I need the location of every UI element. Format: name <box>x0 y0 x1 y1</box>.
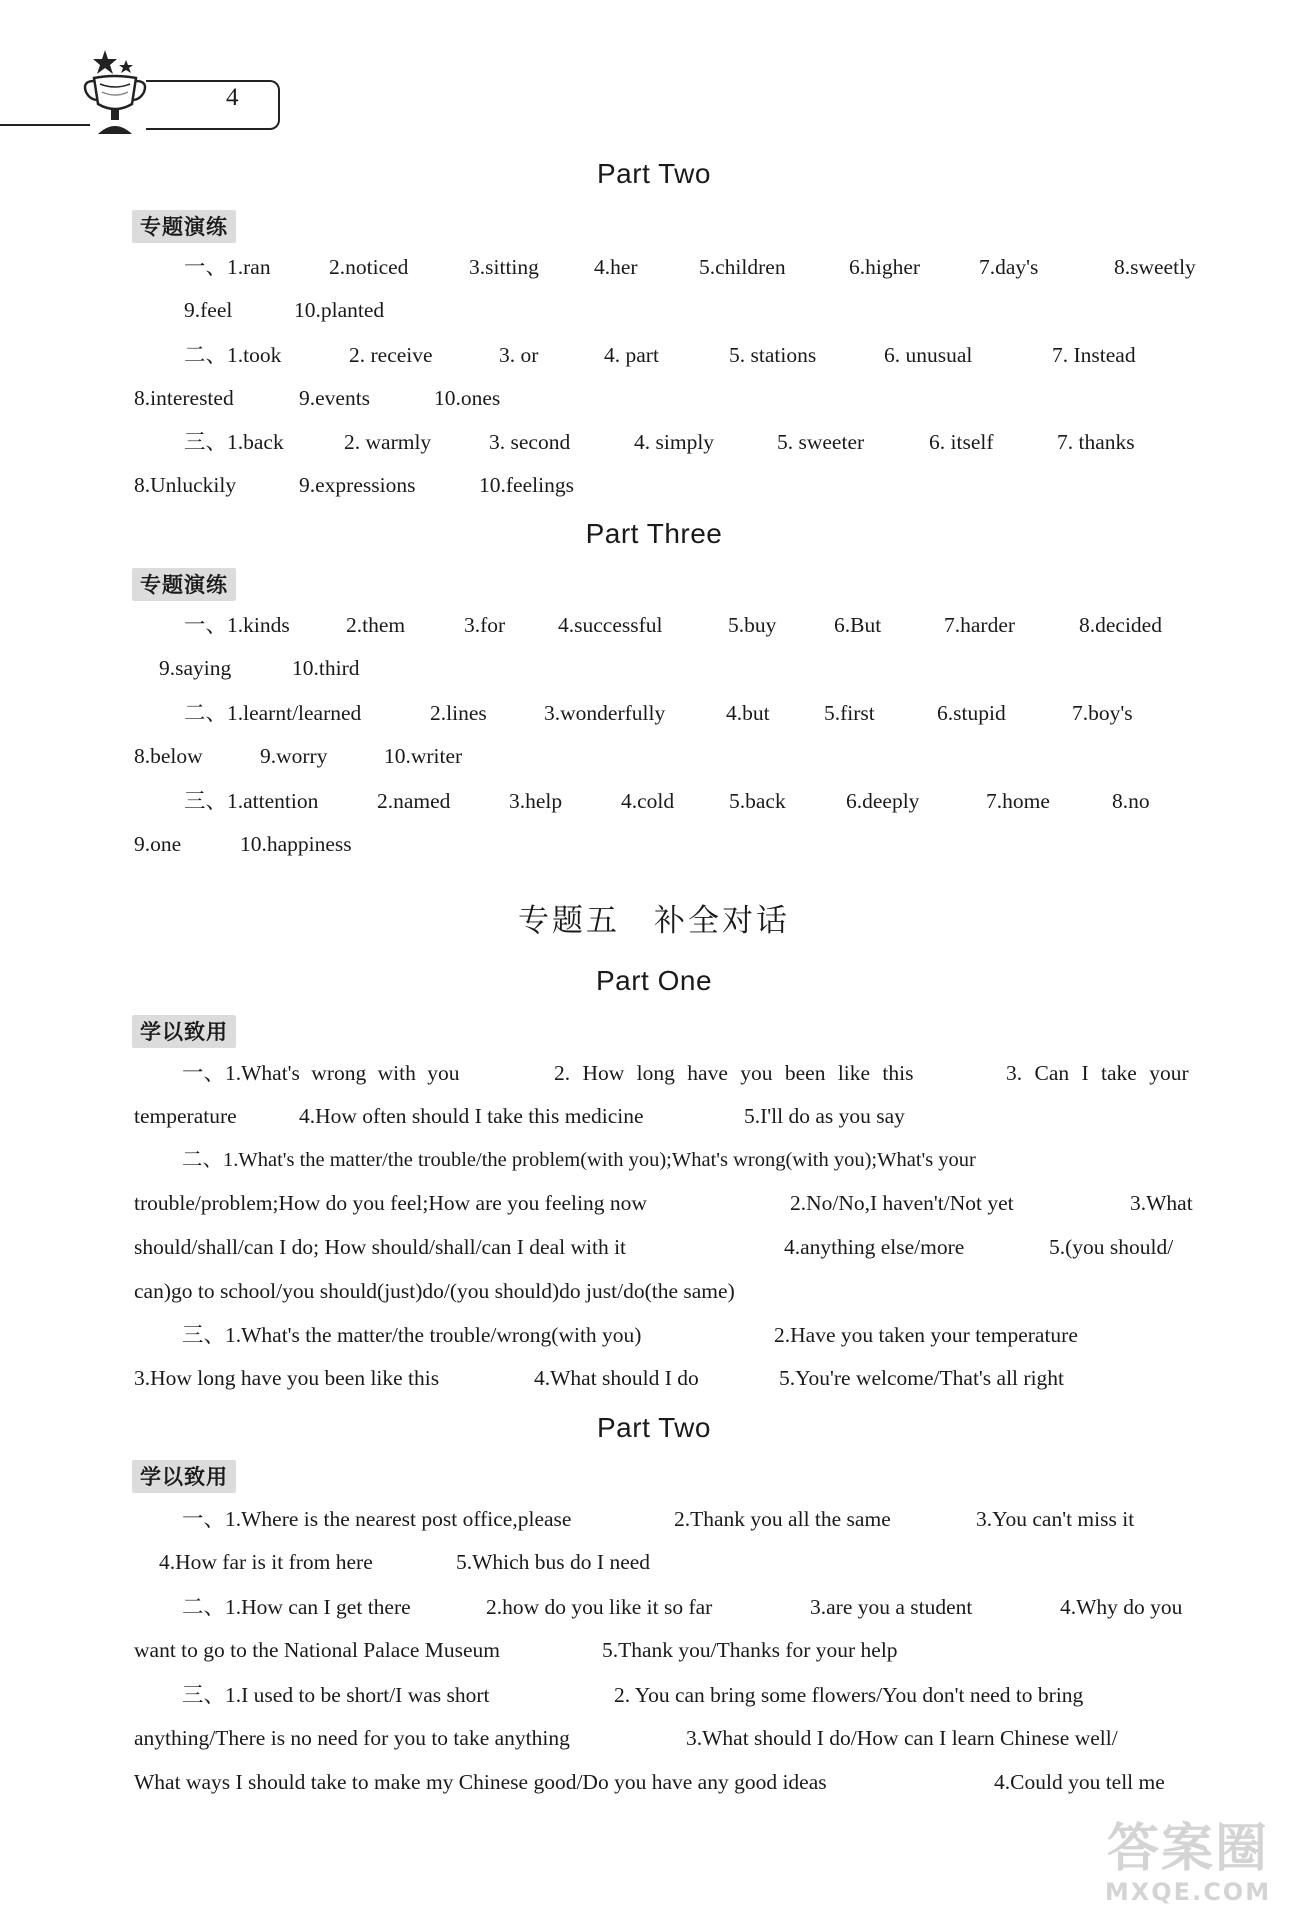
answer-item: anything/There is no need for you to take anything <box>134 1726 570 1750</box>
topic-title: 补全对话 <box>654 903 790 939</box>
answer-item: 5.Thank you/Thanks for your help <box>602 1638 898 1662</box>
answer-item: 6.But <box>834 613 882 637</box>
answer-item: 4.anything else/more <box>784 1235 965 1259</box>
answer-item: 8.sweetly <box>1114 255 1196 279</box>
answer-item: 9.one <box>134 832 182 856</box>
answer-item: 10.ones <box>434 386 501 410</box>
answer-item: 二、1.How can I get there <box>182 1595 411 1619</box>
part-two-heading: Part Two <box>597 1412 711 1443</box>
answer-item: 三、1.attention <box>184 789 319 813</box>
answer-item: 4.What should I do <box>534 1366 699 1390</box>
answer-item: 4. part <box>604 343 659 367</box>
answer-item: 3.help <box>509 789 563 813</box>
answer-item: 3.are you a student <box>810 1595 973 1619</box>
topic-five-heading <box>0 895 1308 940</box>
answer-item: 2. How long have you been like this <box>554 1061 914 1085</box>
answer-item: 10.planted <box>294 298 385 322</box>
answer-item: 4. simply <box>634 430 715 454</box>
answer-item: 二、1.What's the matter/the trouble/the problem(with you);What's wrong(with you);What's your <box>182 1149 976 1171</box>
answer-item: 3. or <box>499 343 539 367</box>
answer-item: 6.higher <box>849 255 921 279</box>
answer-item: 4.Why do you <box>1060 1595 1183 1619</box>
answer-item: 3.How long have you been like this <box>134 1366 440 1390</box>
answer-item: 2. receive <box>349 343 433 367</box>
answer-item: 4.Could you tell me <box>994 1770 1165 1794</box>
answer-item: should/shall/can I do; How should/shall/can I deal with it <box>134 1235 627 1259</box>
answer-item: 2.Thank you all the same <box>674 1507 891 1531</box>
page-number-box <box>146 80 280 130</box>
answer-item: 6.deeply <box>846 789 920 813</box>
answer-item: 5.(you should/ <box>1049 1235 1174 1259</box>
answer-item: 8.Unluckily <box>134 473 237 497</box>
application-label: 学以致用 <box>132 1460 236 1493</box>
answer-item: 9.feel <box>184 298 233 322</box>
answer-item: 二、1.learnt/learned <box>184 701 362 725</box>
answer-item: 2.named <box>377 789 451 813</box>
answer-item: 2.No/No,I haven't/Not yet <box>790 1191 1014 1215</box>
answer-item: can)go to school/you should(just)do/(you should)do just/do(the same) <box>134 1279 735 1303</box>
practice-label: 专题演练 <box>132 568 236 601</box>
answer-item: 3.What should I do/How can I learn Chinese well/ <box>686 1726 1118 1750</box>
answer-item: 9.expressions <box>299 473 416 497</box>
answer-item: 4.cold <box>621 789 675 813</box>
answer-item: 5.first <box>824 701 875 725</box>
answer-item: trouble/problem;How do you feel;How are you feeling now <box>134 1191 647 1215</box>
application-label: 学以致用 <box>132 1015 236 1048</box>
answer-item: 6.stupid <box>937 701 1006 725</box>
answer-item: 3.for <box>464 613 506 637</box>
answer-item: 一、1.kinds <box>184 613 290 637</box>
answer-item: 三、1.back <box>184 430 284 454</box>
answer-item: 9.saying <box>159 656 232 680</box>
answer-item: 二、1.took <box>184 343 282 367</box>
answer-item: 5.You're welcome/That's all right <box>779 1366 1065 1390</box>
answer-item: 5. sweeter <box>777 430 865 454</box>
answer-item: 2.Have you taken your temperature <box>774 1323 1078 1347</box>
answer-item: 7.home <box>986 789 1050 813</box>
answer-item: 8.no <box>1112 789 1150 813</box>
answer-item: 3.sitting <box>469 255 539 279</box>
site-watermark <box>1088 1820 1288 1910</box>
answer-item: 8.below <box>134 744 203 768</box>
answer-item: 7.boy's <box>1072 701 1133 725</box>
answer-item: 8.interested <box>134 386 234 410</box>
part-two-heading: Part Two <box>597 158 711 189</box>
answer-item: 2.noticed <box>329 255 409 279</box>
watermark-url: MXQE.COM <box>1104 1878 1272 1906</box>
answer-item: 三、1.I used to be short/I was short <box>182 1683 490 1707</box>
answer-item: 2. warmly <box>344 430 432 454</box>
answer-item: 7.harder <box>944 613 1016 637</box>
answer-item: 9.worry <box>260 744 328 768</box>
answer-item: 5.buy <box>728 613 777 637</box>
part-three-heading: Part Three <box>585 518 723 549</box>
answer-item: 3.You can't miss it <box>976 1507 1135 1531</box>
answer-item: 10.feelings <box>479 473 574 497</box>
practice-label: 专题演练 <box>132 210 236 243</box>
answer-item: 6. unusual <box>884 343 973 367</box>
trophy-icon <box>80 48 150 138</box>
answer-item: 10.third <box>292 656 360 680</box>
answer-item: 9.events <box>299 386 371 410</box>
answer-item: 10.happiness <box>240 832 352 856</box>
answer-item: 2.them <box>346 613 406 637</box>
answer-item: 3.What <box>1130 1191 1193 1215</box>
answer-item: 2. You can bring some flowers/You don't need to bring <box>614 1683 1084 1707</box>
header-rule <box>0 124 90 126</box>
page-number: 4 <box>226 84 239 111</box>
answer-item: 4.her <box>594 255 638 279</box>
answer-item: 4.successful <box>558 613 663 637</box>
answer-item: 5.I'll do as you say <box>744 1104 905 1128</box>
answer-item: 4.How often should I take this medicine <box>299 1104 644 1128</box>
answer-item: want to go to the National Palace Museum <box>134 1638 501 1662</box>
page-header <box>0 40 300 140</box>
answer-item: 2.lines <box>430 701 487 725</box>
answer-item: 5.Which bus do I need <box>456 1550 651 1574</box>
answer-item: 4.How far is it from here <box>159 1550 373 1574</box>
answer-item: 6. itself <box>929 430 994 454</box>
answer-item: 4.but <box>726 701 770 725</box>
answer-item: 7. thanks <box>1057 430 1135 454</box>
answer-item: 5.back <box>729 789 786 813</box>
answer-item: What ways I should take to make my Chinese good/Do you have any good ideas <box>134 1770 827 1794</box>
answer-item: 5. stations <box>729 343 817 367</box>
answer-item: 3. Can I take your <box>1006 1061 1189 1085</box>
answer-item: 一、1.What's wrong with you <box>182 1061 460 1085</box>
answer-item: 5.children <box>699 255 786 279</box>
answer-item: 10.writer <box>384 744 463 768</box>
part-one-heading: Part One <box>595 965 713 996</box>
answer-item: 2.how do you like it so far <box>486 1595 713 1619</box>
answer-item: temperature <box>134 1104 237 1128</box>
topic-number: 专题五 <box>518 903 620 939</box>
watermark-logo-text: 答案圈 <box>1106 1819 1269 1879</box>
answer-item: 三、1.What's the matter/the trouble/wrong(with you) <box>182 1323 642 1347</box>
answer-item: 8.decided <box>1079 613 1162 637</box>
answer-item: 7.day's <box>979 255 1039 279</box>
answer-item: 3.wonderfully <box>544 701 666 725</box>
answer-item: 一、1.ran <box>184 255 271 279</box>
answer-item: 7. Instead <box>1052 343 1136 367</box>
answer-item: 3. second <box>489 430 571 454</box>
answer-item: 一、1.Where is the nearest post office,please <box>182 1507 572 1531</box>
